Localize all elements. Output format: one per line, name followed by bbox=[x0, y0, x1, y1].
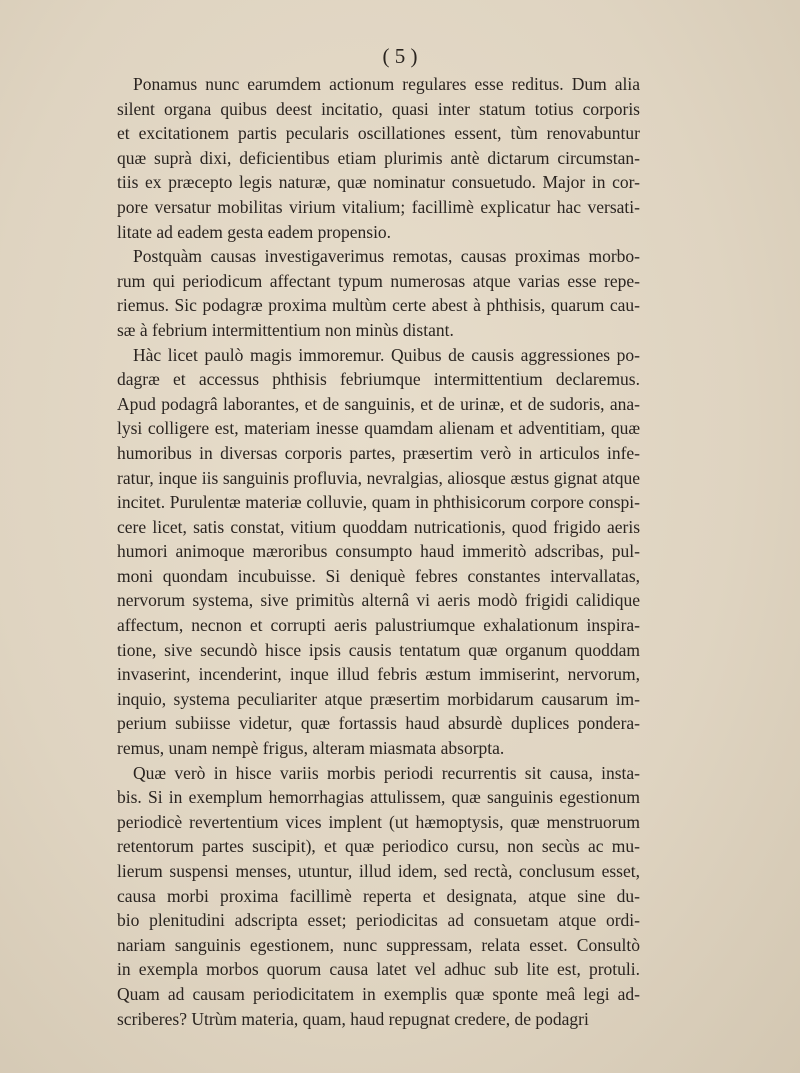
text-line: litate ad eadem gesta eadem propensio. bbox=[117, 221, 392, 242]
text-line: Postquàm causas investigaverimus remotas, causas proximas morbo- bbox=[133, 246, 640, 267]
text-line: et excitationem partis pecularis oscillationes essent, tùm renovabuntur bbox=[117, 123, 640, 144]
text-line: bio plenitudini adscripta esset; periodicitas ad consuetam atque ordi- bbox=[117, 910, 640, 931]
text-line: nariam sanguinis egestionem, nunc suppressam, relata esset. Consultò bbox=[117, 934, 640, 955]
text-line: in exempla morbos quorum causa latet vel adhuc sub lite est, protuli. bbox=[117, 959, 640, 980]
text-line: Hàc licet paulò magis immoremur. Quibus de causis aggressiones po- bbox=[133, 344, 640, 365]
paragraph bbox=[117, 761, 640, 1032]
text-line: tiis ex præcepto legis naturæ, quæ nominatur consuetudo. Major in cor- bbox=[117, 172, 640, 193]
text-line: affectum, necnon et corrupti aeris palustriumque exhalationum inspira- bbox=[117, 615, 640, 636]
text-line: humori animoque mæroribus consumpto haud immeritò adscribas, pul- bbox=[117, 541, 640, 562]
text-line: bis. Si in exemplum hemorrhagias attulissem, quæ sanguinis egestionum bbox=[117, 787, 640, 808]
text-line: sæ à febrium intermittentium non minùs distant. bbox=[117, 319, 454, 340]
text-line: Apud podagrâ laborantes, et de sanguinis, et de urinæ, et de sudoris, ana- bbox=[117, 393, 640, 414]
text-line: scriberes? Utrùm materia, quam, haud repugnat credere, de podagri bbox=[117, 1008, 589, 1029]
text-line: lierum suspensi menses, utuntur, illud idem, sed rectà, conclusum esset, bbox=[117, 861, 640, 881]
paragraph bbox=[117, 343, 640, 761]
text-line: periodicè revertentium vices implent (ut hæmoptysis, quæ menstruorum bbox=[117, 811, 640, 832]
page-number: ( 5 ) bbox=[382, 44, 418, 68]
text-line: silent organa quibus deest incitatio, quasi inter statum totius corporis bbox=[117, 98, 640, 119]
text-line: rum qui periodicum affectant typum numerosas atque varias esse repe- bbox=[117, 270, 640, 291]
body-text bbox=[117, 72, 640, 1031]
text-line: humoribus in diversas corporis partes, præsertim verò in articulos infe- bbox=[117, 442, 640, 463]
text-line: riemus. Sic podagræ proxima multùm certe abest à phthisis, quarum cau- bbox=[117, 295, 640, 316]
text-line: dagræ et accessus phthisis febriumque intermittentium declaremus. bbox=[117, 369, 640, 390]
text-line: perium subiisse videtur, quæ fortassis haud absurdè duplices pondera- bbox=[117, 713, 640, 734]
text-line: Ponamus nunc earumdem actionum regulares esse reditus. Dum alia bbox=[133, 74, 640, 94]
text-line: remus, unam nempè frigus, alteram miasmata absorpta. bbox=[117, 738, 505, 759]
text-line: ratur, inque iis sanguinis profluvia, nevralgias, aliosque æstus gignat atque bbox=[117, 467, 640, 488]
paragraph bbox=[117, 244, 640, 342]
text-line: pore versatur mobilitas virium vitalium; facillimè explicatur hac versati- bbox=[117, 196, 640, 217]
text-line: tione, sive secundò hisce ipsis causis tentatum quæ organum quoddam bbox=[117, 639, 640, 660]
text-line: quæ suprà dixi, deficientibus etiam plurimis antè dictarum circumstan- bbox=[117, 147, 640, 168]
text-line: Quam ad causam periodicitatem in exemplis quæ sponte meâ legi ad- bbox=[117, 983, 640, 1004]
text-line: moni quondam incubuisse. Si deniquè febres constantes intervallatas, bbox=[117, 565, 640, 586]
paragraph bbox=[117, 72, 640, 244]
text-line: cere licet, satis constat, vitium quoddam nutricationis, quod frigido aeris bbox=[117, 516, 640, 537]
text-line: causa morbi proxima facillimè reperta et designata, atque sine du- bbox=[117, 885, 640, 906]
text-line: inquio, systema peculiariter atque præsertim morbidarum causarum im- bbox=[117, 688, 640, 709]
text-line: invaserint, incenderint, inque illud febris æstum immiserint, nervorum, bbox=[117, 664, 640, 685]
text-line: nervorum systema, sive primitùs alternâ vi aeris modò frigidi calidique bbox=[117, 590, 640, 611]
text-line: lysi colligere est, materiam inesse quamdam alienam et adventitiam, quæ bbox=[117, 418, 640, 439]
text-line: incitet. Purulentæ materiæ colluvie, quam in phthisicorum corpore conspi- bbox=[117, 492, 640, 513]
text-line: Quæ verò in hisce variis morbis periodi recurrentis sit causa, insta- bbox=[133, 762, 640, 783]
text-line: retentorum partes suscipit), et quæ periodico cursu, non secùs ac mu- bbox=[117, 836, 640, 857]
